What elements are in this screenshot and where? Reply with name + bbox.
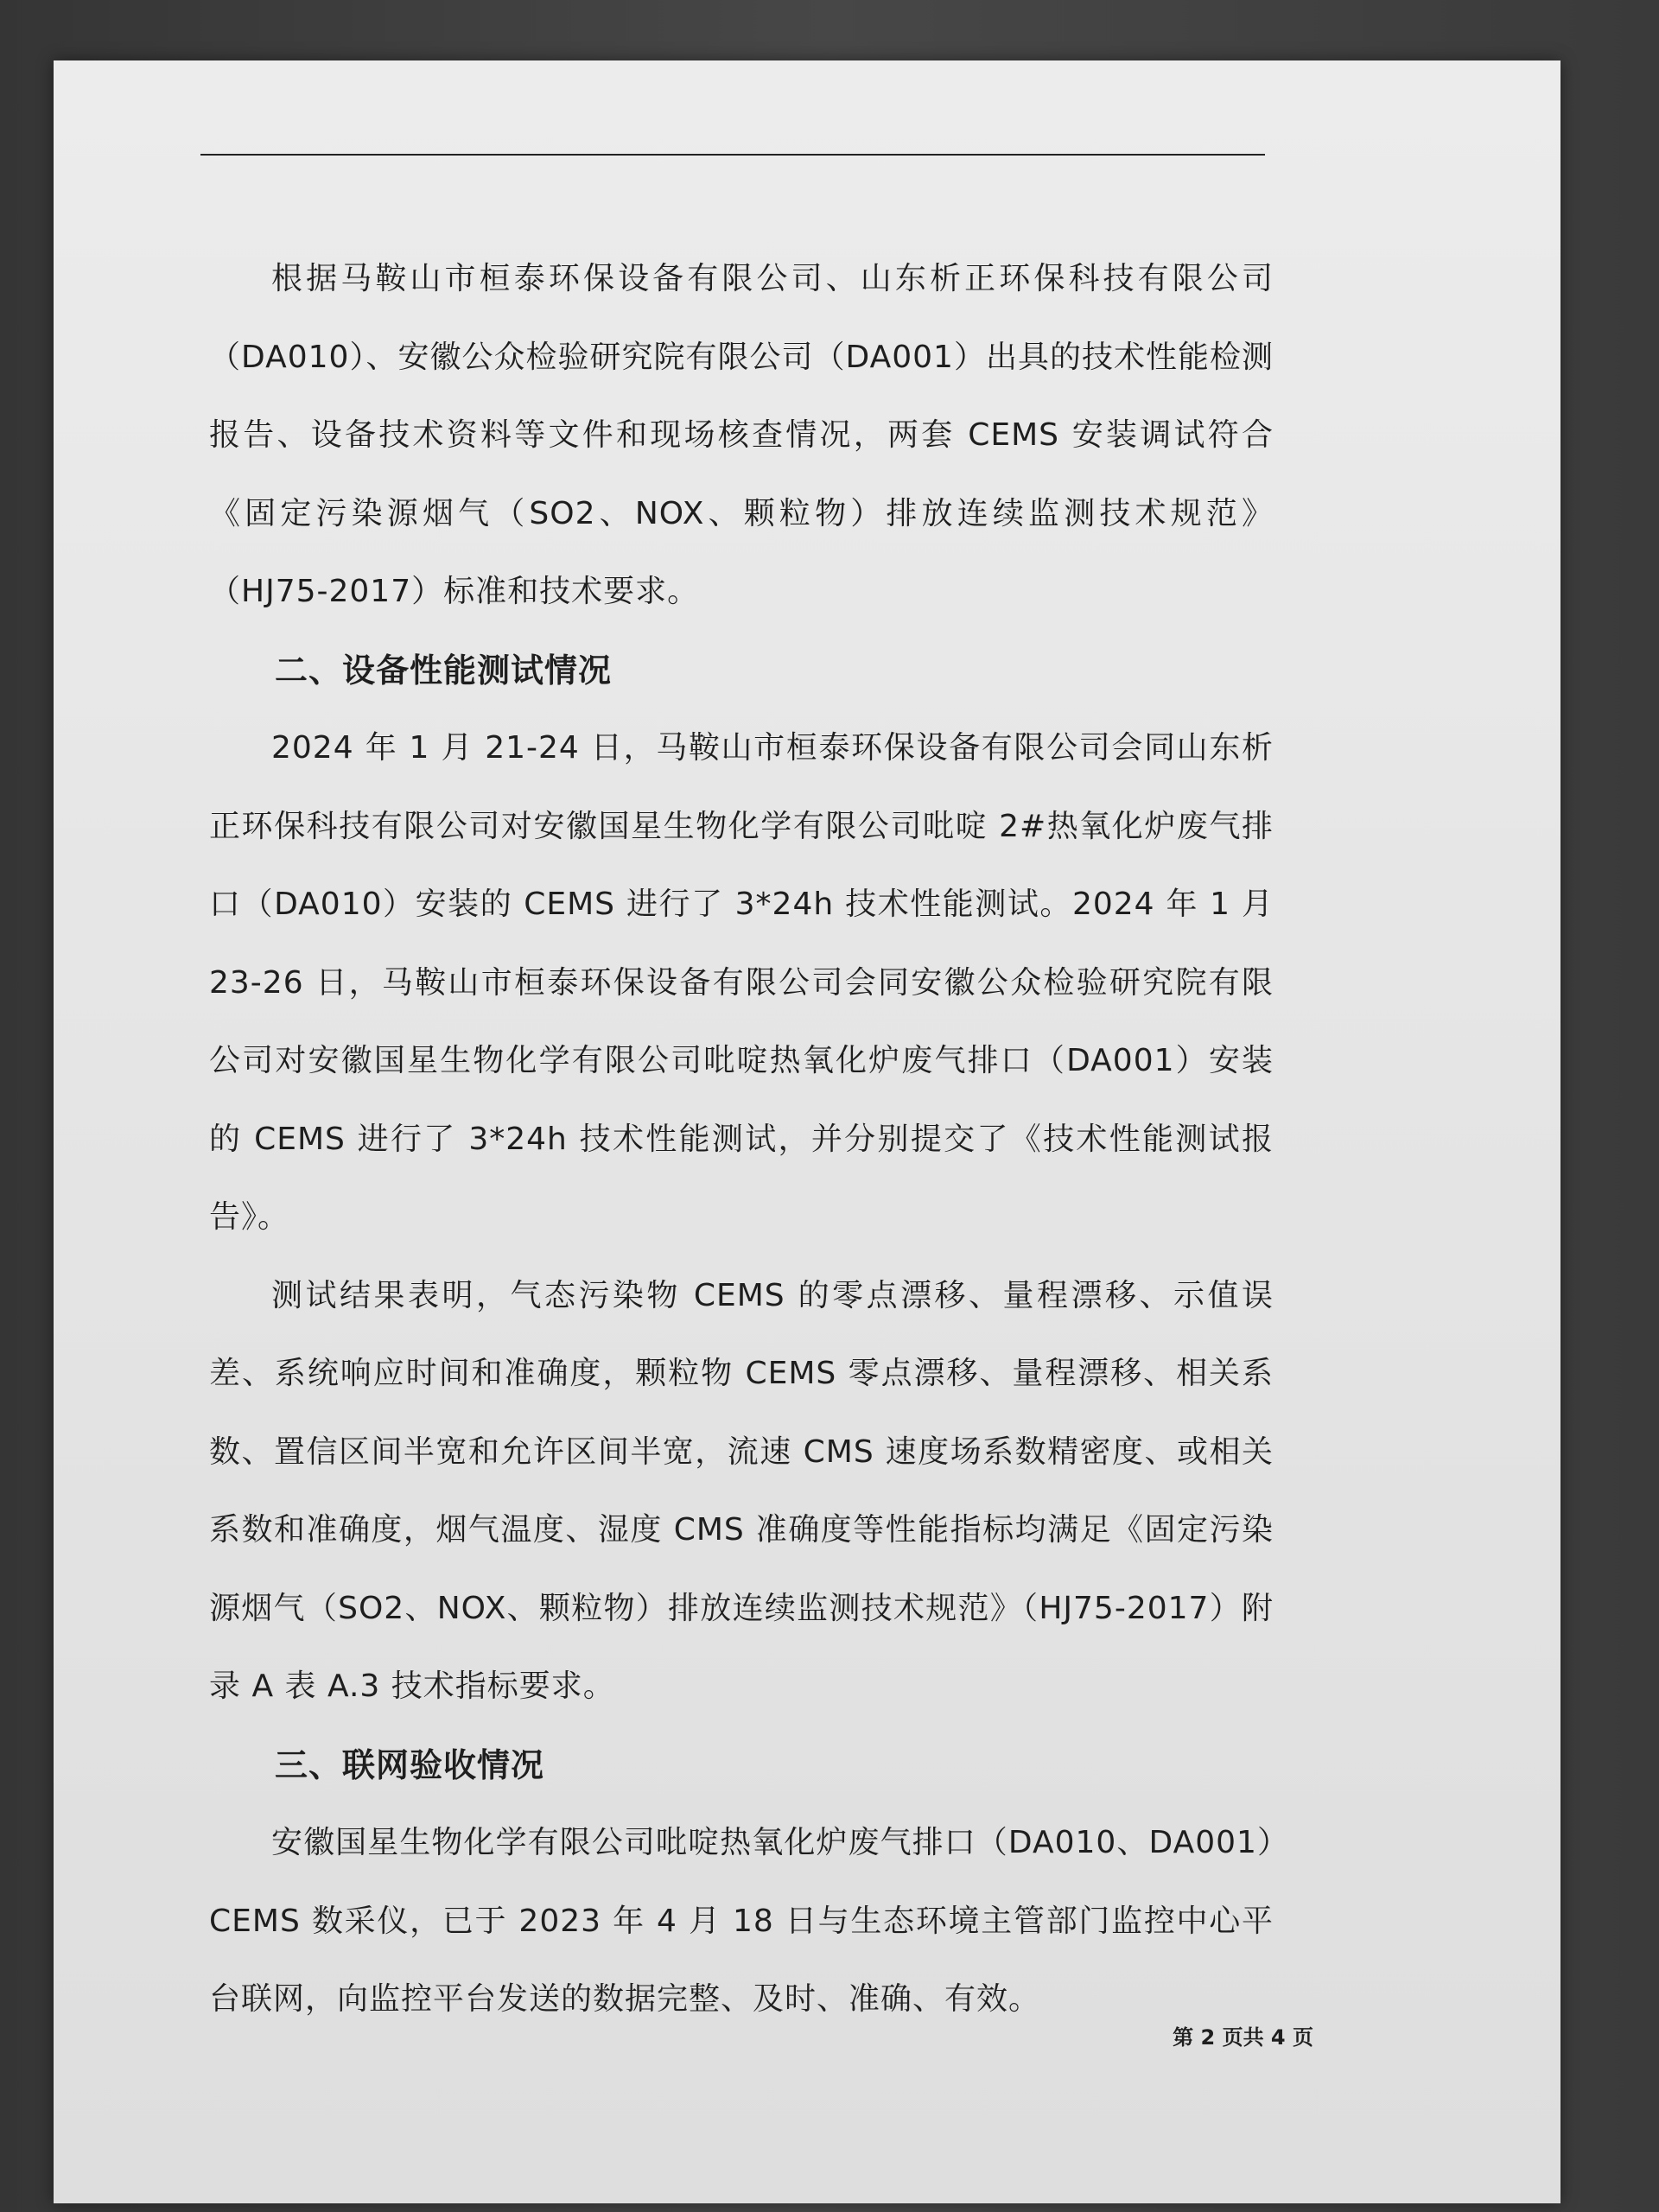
testing-paragraph: 2024 年 1 月 21-24 日，马鞍山市桓泰环保设备有限公司会同山东析正环保科技有限公司对安徽国星生物化学有限公司吡啶 2#热氧化炉废气排口（DA010）安装的 CEMS 进行了 3*24h 技术性能测试。2024 年 1 月 23-26 日，马鞍山市桓泰环保设备有限公司会同安徽公众检验研究院有限公司对安徽国星生物化学有限公司吡啶热氧化炉废气排口（DA001）安装的 CEMS 进行了 3*24h 技术性能测试，并分别提交了《技术性能测试报告》。 bbox=[209, 730, 1274, 1235]
document-body bbox=[209, 240, 1274, 2039]
results-paragraph: 测试结果表明，气态污染物 CEMS 的零点漂移、量程漂移、示值误差、系统响应时间和准确度，颗粒物 CEMS 零点漂移、量程漂移、相关系数、置信区间半宽和允许区间半宽，流速 CMS 速度场系数精密度、或相关系数和准确度，烟气温度、湿度 CMS 准确度等性能指标均满足《固定污染源烟气（SO2、NOX、颗粒物）排放连续监测技术规范》（HJ75-2017）附录 A 表 A.3 技术指标要求。 bbox=[209, 1277, 1274, 1704]
page-number: 第 2 页共 4 页 bbox=[1173, 2025, 1313, 2050]
intro-paragraph: 根据马鞍山市桓泰环保设备有限公司、山东析正环保科技有限公司（DA010）、安徽公众检验研究院有限公司（DA001）出具的技术性能检测报告、设备技术资料等文件和现场核查情况，两套 CEMS 安装调试符合《固定污染源烟气（SO2、NOX、颗粒物）排放连续监测技术规范》（HJ75-2017）标准和技术要求。 bbox=[209, 261, 1274, 609]
section-heading-network-acceptance: 三、联网验收情况 bbox=[275, 1745, 545, 1784]
header-divider bbox=[200, 154, 1265, 156]
network-paragraph: 安徽国星生物化学有限公司吡啶热氧化炉废气排口（DA010、DA001）CEMS 数采仪，已于 2023 年 4 月 18 日与生态环境主管部门监控中心平台联网，向监控平台发送的数据完整、及时、准确、有效。 bbox=[209, 1825, 1274, 2017]
section-heading-equipment-testing: 二、设备性能测试情况 bbox=[275, 651, 613, 690]
